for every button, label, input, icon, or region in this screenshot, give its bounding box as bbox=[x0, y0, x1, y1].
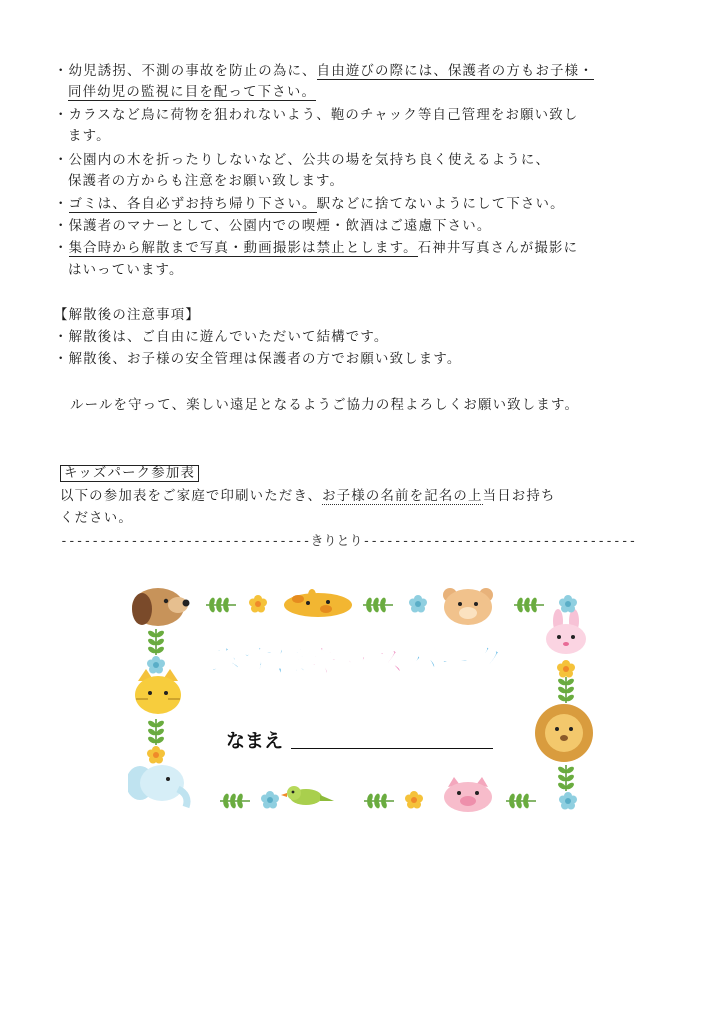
rule-line-5: ・公園内の木を折ったりしないなど、公共の場を気持ち良く使えるように、 bbox=[54, 153, 551, 168]
closing-message: ルールを守って、楽しい遠足となるようご協力の程よろしくお願い致します。 bbox=[70, 398, 580, 413]
text: ・幼児誘拐、不測の事故を防止の為に、 bbox=[54, 64, 317, 79]
dotted-underlined-text: お子様の名前を記名の上 bbox=[322, 489, 483, 504]
title-part-2: キッズ bbox=[307, 641, 406, 680]
section-heading: 【解散後の注意事項】 bbox=[54, 308, 200, 323]
kids-park-card bbox=[128, 585, 598, 817]
text: 以下の参加表をご家庭で印刷いただき、 bbox=[60, 489, 323, 504]
rule-line-7 bbox=[54, 195, 565, 215]
rule-line-1 bbox=[54, 62, 594, 82]
bird-icon bbox=[281, 786, 334, 805]
lion-icon bbox=[535, 704, 593, 762]
underlined-text: 集合時から解散まで写真・動画撮影は禁止とします。 bbox=[68, 241, 418, 256]
underlined-text: 自由遊びの際には、保護者の方もお子様・ bbox=[316, 64, 594, 79]
instruction-line-1 bbox=[60, 487, 556, 507]
bullet: ・ bbox=[54, 241, 69, 256]
bullet: ・ bbox=[54, 197, 69, 212]
giraffe-icon bbox=[284, 589, 352, 617]
name-write-line[interactable] bbox=[291, 748, 493, 749]
card-title bbox=[208, 635, 504, 682]
rule-line-8: ・保護者のマナーとして、公園内での喫煙・飲酒はご遠慮下さい。 bbox=[54, 219, 492, 234]
title-part-1: みずほ bbox=[208, 641, 307, 680]
pig-icon bbox=[444, 777, 492, 812]
dog-icon bbox=[132, 588, 190, 626]
cat-icon bbox=[135, 669, 181, 714]
text: 当日お持ち bbox=[482, 489, 556, 504]
underlined-text: ゴミは、各自必ずお持ち帰り下さい。 bbox=[68, 197, 317, 212]
after-line-2: ・解散後、お子様の安全管理は保護者の方でお願い致します。 bbox=[54, 352, 462, 367]
rule-line-3: ・カラスなど鳥に荷物を狙われないよう、鞄のチャック等自己管理をお願い致し bbox=[54, 108, 579, 123]
title-part-3: パーク bbox=[405, 641, 505, 680]
cut-line: --------------------------------きりとり----------------------------------- bbox=[60, 534, 637, 549]
underlined-text: 同伴幼児の監視に目を配って下さい。 bbox=[68, 85, 317, 100]
text: 駅などに捨てないようにして下さい。 bbox=[316, 197, 565, 212]
boxed-text: キッズパーク参加表 bbox=[60, 465, 199, 482]
name-label: なまえ bbox=[226, 730, 284, 752]
participation-heading bbox=[60, 464, 199, 484]
rule-line-9 bbox=[54, 239, 578, 259]
rule-line-4: ます。 bbox=[68, 129, 111, 144]
after-line-1: ・解散後は、ご自由に遊んでいただいて結構です。 bbox=[54, 330, 389, 345]
instruction-line-2: ください。 bbox=[60, 511, 133, 526]
elephant-icon bbox=[128, 765, 187, 807]
rule-line-2 bbox=[68, 83, 316, 103]
rule-line-6: 保護者の方からも注意をお願い致します。 bbox=[68, 174, 345, 189]
rabbit-icon bbox=[546, 609, 586, 654]
rule-line-10: はいっています。 bbox=[68, 263, 184, 278]
card-border-art bbox=[128, 585, 598, 817]
text: 石神井写真さんが撮影に bbox=[417, 241, 579, 256]
bear-icon bbox=[443, 588, 493, 625]
